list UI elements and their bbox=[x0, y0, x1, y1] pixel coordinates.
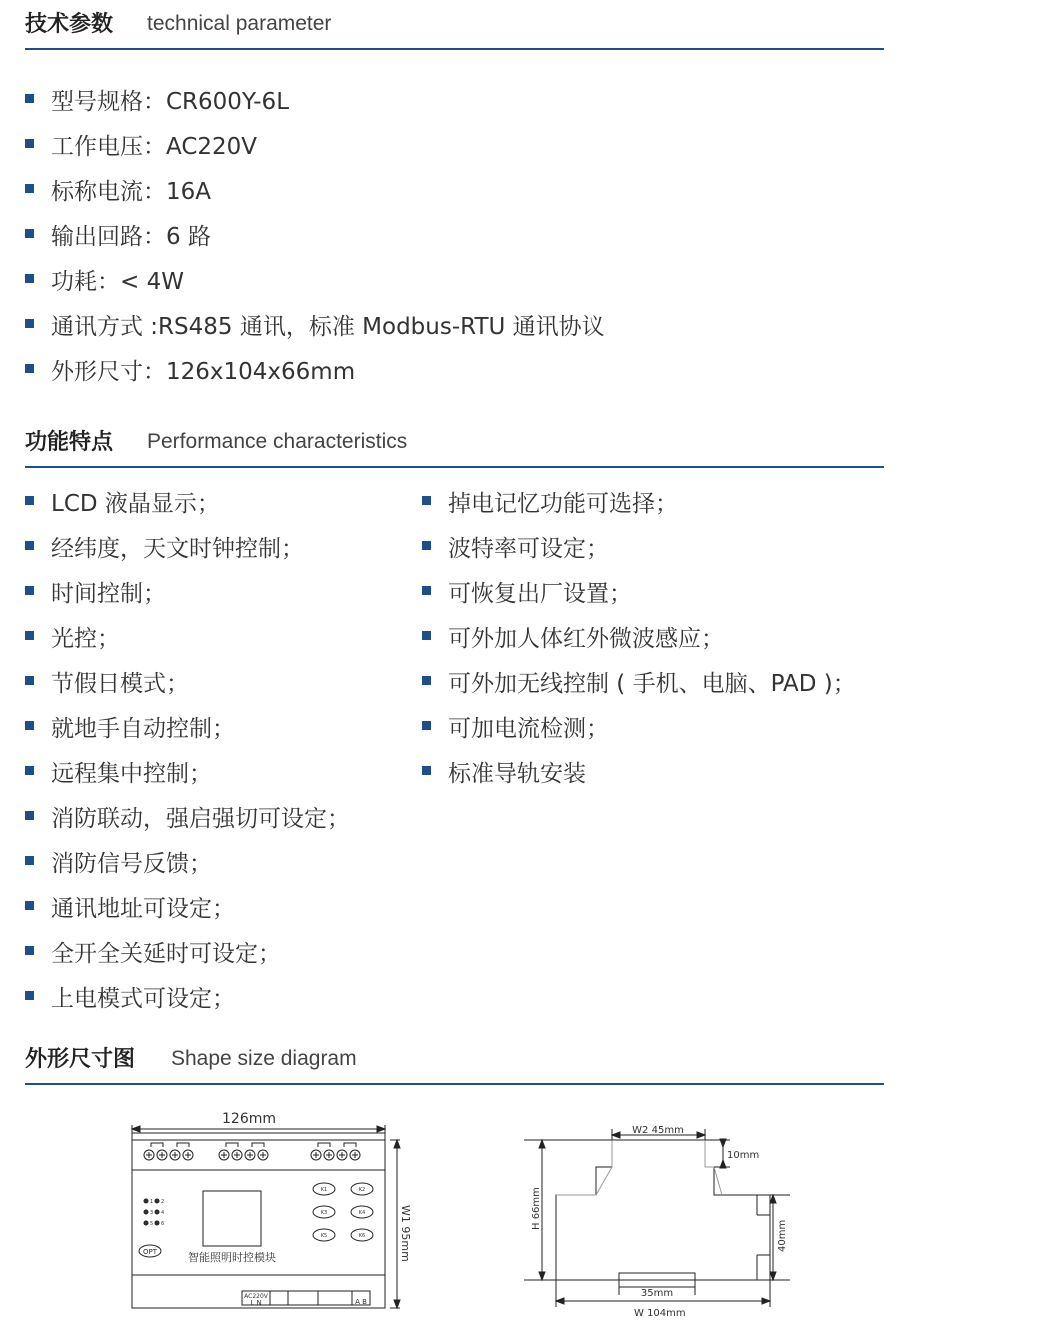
tech-param-item: 通讯方式 :RS485 通讯，标准 Modbus-RTU 通讯协议 bbox=[51, 314, 605, 340]
feature-item: LCD 液晶显示； bbox=[51, 491, 220, 517]
bullet-icon bbox=[422, 586, 431, 595]
keypad-button-label: K5 bbox=[320, 1233, 328, 1239]
terminal-screws bbox=[144, 1143, 360, 1160]
module-label: 智能照明时控模块 bbox=[188, 1251, 276, 1264]
feature-item: 就地手自动控制； bbox=[51, 716, 235, 742]
keypad-buttons bbox=[313, 1183, 373, 1241]
bullet-icon bbox=[25, 541, 34, 550]
tech-param-item: 输出回路：6 路 bbox=[51, 224, 211, 250]
dimension-drawing bbox=[0, 1095, 1038, 1323]
keypad-button-label: K3 bbox=[320, 1210, 328, 1216]
led-label: 1 bbox=[150, 1199, 154, 1205]
bullet-icon bbox=[422, 631, 431, 640]
feature-item: 消防信号反馈； bbox=[51, 851, 212, 877]
feature-item: 掉电记忆功能可选择； bbox=[448, 491, 678, 517]
section-title-en: Performance characteristics bbox=[147, 430, 408, 453]
section-header-performance bbox=[25, 418, 884, 468]
bullet-icon bbox=[25, 856, 34, 865]
tech-param-item: 功耗：< 4W bbox=[51, 269, 184, 295]
feature-item: 节假日模式； bbox=[51, 671, 189, 697]
feature-item: 远程集中控制； bbox=[51, 761, 212, 787]
terminal-pins: L N bbox=[250, 1299, 262, 1307]
slot-label: 35mm bbox=[640, 1288, 674, 1299]
bullet-icon bbox=[25, 631, 34, 640]
width-label: 126mm bbox=[222, 1111, 276, 1127]
section-title-cn: 外形尺寸图 bbox=[25, 1047, 136, 1072]
section-title-cn: 功能特点 bbox=[25, 430, 114, 455]
keypad-button-label: K4 bbox=[358, 1210, 366, 1216]
bullet-icon bbox=[25, 676, 34, 685]
bullet-icon bbox=[422, 721, 431, 730]
h-label: H 66mm bbox=[531, 1187, 542, 1230]
keypad-button-label: K1 bbox=[320, 1187, 328, 1193]
bullet-icon bbox=[25, 811, 34, 820]
rail-label: 40mm bbox=[777, 1219, 788, 1252]
opt-label: OPT bbox=[142, 1248, 158, 1256]
bullet-icon bbox=[422, 766, 431, 775]
feature-item: 可外加无线控制 ( 手机、电脑、PAD )； bbox=[448, 671, 856, 697]
led-icon bbox=[144, 1221, 148, 1225]
feature-item: 可外加人体红外微波感应； bbox=[448, 626, 724, 652]
feature-item: 光控； bbox=[51, 626, 120, 652]
shape-size-diagram bbox=[0, 1095, 1038, 1323]
feature-item: 时间控制； bbox=[51, 581, 166, 607]
bullet-icon bbox=[25, 319, 34, 328]
section-header-shape bbox=[25, 1035, 884, 1085]
side-outline bbox=[556, 1140, 770, 1280]
led-label: 3 bbox=[150, 1210, 154, 1216]
feature-item: 标准导轨安装 bbox=[448, 761, 586, 787]
feature-item: 可恢复出厂设置； bbox=[448, 581, 632, 607]
led-label: 2 bbox=[161, 1199, 165, 1205]
feature-item: 通讯地址可设定； bbox=[51, 896, 235, 922]
tech-param-item: 外形尺寸：126x104x66mm bbox=[51, 359, 356, 385]
bullet-icon bbox=[25, 721, 34, 730]
section-title-en: technical parameter bbox=[147, 12, 332, 35]
led-label: 5 bbox=[150, 1221, 154, 1227]
feature-item: 全开全关延时可设定； bbox=[51, 941, 281, 967]
terminal-label: AC220V bbox=[244, 1293, 268, 1300]
led-icon bbox=[144, 1199, 148, 1203]
height-label: W1 95mm bbox=[399, 1205, 412, 1262]
bullet-icon bbox=[25, 946, 34, 955]
led-icon bbox=[144, 1210, 148, 1214]
section-title-en: Shape size diagram bbox=[171, 1047, 357, 1070]
bullet-icon bbox=[25, 229, 34, 238]
tech-param-item: 工作电压：AC220V bbox=[51, 134, 258, 160]
bullet-icon bbox=[25, 94, 34, 103]
tech-param-item: 型号规格：CR600Y-6L bbox=[51, 89, 290, 115]
bullet-icon bbox=[422, 541, 431, 550]
bullet-icon bbox=[25, 766, 34, 775]
led-indicators bbox=[144, 1199, 164, 1227]
led-icon bbox=[155, 1210, 159, 1214]
bullet-icon bbox=[25, 274, 34, 283]
feature-item: 上电模式可设定； bbox=[51, 986, 235, 1012]
bullet-icon bbox=[25, 184, 34, 193]
led-icon bbox=[155, 1199, 159, 1203]
bullet-icon bbox=[422, 496, 431, 505]
bullet-icon bbox=[25, 901, 34, 910]
bullet-icon bbox=[422, 676, 431, 685]
bullet-icon bbox=[25, 139, 34, 148]
w-label: W 104mm bbox=[634, 1308, 686, 1319]
feature-item: 经纬度，天文时钟控制； bbox=[51, 536, 304, 562]
top-step-label: 10mm bbox=[727, 1150, 760, 1161]
lcd-window bbox=[203, 1191, 261, 1246]
w2-label: W2 45mm bbox=[632, 1125, 684, 1136]
led-label: 6 bbox=[161, 1221, 165, 1227]
bullet-icon bbox=[25, 991, 34, 1000]
feature-item: 消防联动，强启强切可设定； bbox=[51, 806, 350, 832]
tech-param-item: 标称电流：16A bbox=[51, 179, 212, 205]
led-icon bbox=[155, 1221, 159, 1225]
keypad-button-label: K6 bbox=[358, 1233, 366, 1239]
section-header-technical bbox=[25, 0, 884, 50]
bullet-icon bbox=[25, 586, 34, 595]
bullet-icon bbox=[25, 364, 34, 373]
feature-item: 可加电流检测； bbox=[448, 716, 609, 742]
section-title-cn: 技术参数 bbox=[25, 12, 114, 37]
keypad-button-label: K2 bbox=[358, 1187, 366, 1193]
led-label: 4 bbox=[161, 1210, 165, 1216]
bullet-icon bbox=[25, 496, 34, 505]
feature-item: 波特率可设定； bbox=[448, 536, 609, 562]
front-outline bbox=[132, 1133, 385, 1308]
rs485-pins: A B bbox=[355, 1298, 367, 1306]
